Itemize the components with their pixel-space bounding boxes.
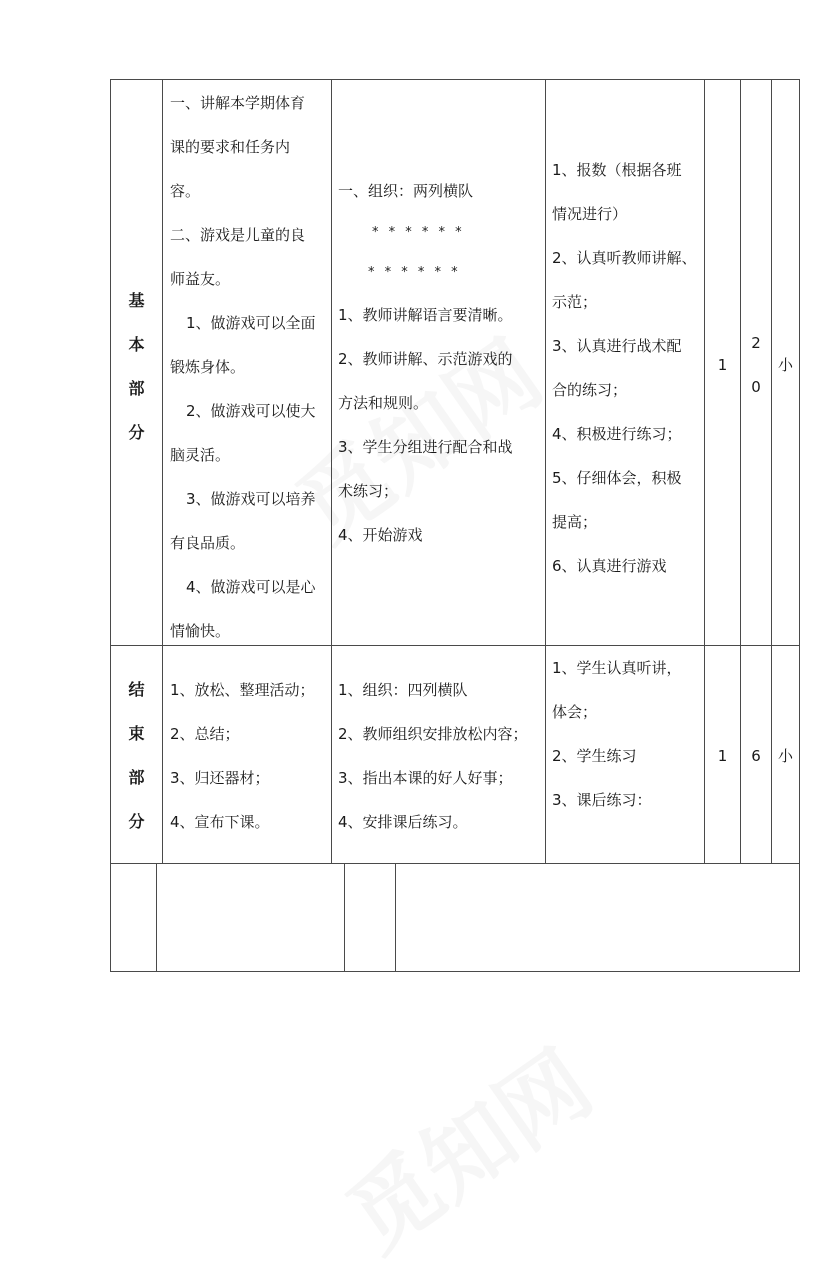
content-line: 锻炼身体。: [170, 358, 246, 376]
content-line: 情愉快。: [170, 622, 231, 640]
content-line: 3、做游戏可以培养: [186, 490, 316, 508]
basic-minutes: [741, 321, 771, 409]
basic-content: [170, 81, 328, 653]
org-line: 方法和规则。: [338, 394, 429, 412]
minutes-digit: 2: [751, 334, 761, 352]
section-char: 分: [128, 423, 145, 442]
ending-intensity: 小: [777, 747, 793, 765]
org-line: 4、开始游戏: [338, 526, 423, 544]
student-line: 1、学生认真听讲，: [552, 659, 682, 677]
ending-organization: [338, 668, 543, 844]
student-line: 示范；: [552, 293, 598, 311]
content-line: 容。: [170, 182, 201, 200]
content-line: 有良品质。: [170, 534, 246, 552]
section-char: 分: [128, 812, 145, 831]
org-line: 术练习；: [338, 482, 399, 500]
section-char: 结: [128, 680, 145, 699]
org-line: 一、组织：两列横队: [338, 182, 474, 200]
content-line: 4、宣布下课。: [170, 813, 270, 831]
content-line: 一、讲解本学期体育: [170, 94, 306, 112]
content-line: 课的要求和任务内: [170, 138, 291, 156]
org-line: 4、安排课后练习。: [338, 813, 468, 831]
content-line: 2、做游戏可以使大: [186, 402, 316, 420]
org-line: 3、指出本课的好人好事；: [338, 769, 513, 787]
content-line: 二、游戏是儿童的良: [170, 226, 306, 244]
ending-section-label: [111, 668, 162, 844]
ending-student-activity: [552, 646, 702, 822]
student-line: 4、积极进行练习；: [552, 425, 682, 443]
basic-organization: [338, 169, 543, 557]
section-char: 部: [128, 379, 145, 398]
student-line: 5、仔细体会，积极: [552, 469, 682, 487]
org-line: 2、教师讲解、示范游戏的: [338, 350, 513, 368]
student-line: 提高；: [552, 513, 598, 531]
student-line: 3、课后练习：: [552, 791, 652, 809]
basic-student-activity: [552, 148, 702, 588]
content-line: 2、总结；: [170, 725, 240, 743]
basic-intensity: 小: [777, 356, 793, 374]
student-line: 3、认真进行战术配: [552, 337, 682, 355]
minutes-digit: 0: [751, 378, 761, 396]
content-line: 1、放松、整理活动；: [170, 681, 315, 699]
student-line: 2、认真听教师讲解、: [552, 249, 697, 267]
content-line: 脑灵活。: [170, 446, 231, 464]
section-char: 本: [128, 335, 145, 354]
basic-section-label: [111, 279, 162, 455]
org-line: 2、教师组织安排放松内容；: [338, 725, 528, 743]
ending-minutes: 6: [751, 747, 761, 765]
basic-count: 1: [717, 356, 728, 374]
student-line: 体会；: [552, 703, 598, 721]
student-line: 2、学生练习: [552, 747, 637, 765]
org-line: 3、学生分组进行配合和战: [338, 438, 513, 456]
content-line: 3、归还器材；: [170, 769, 270, 787]
student-line: 1、报数（根据各班: [552, 161, 682, 179]
section-char: 部: [128, 768, 145, 787]
org-line: 1、组织：四列横队: [338, 681, 468, 699]
ending-content: [170, 668, 328, 844]
org-line: 1、教师讲解语言要清晰。: [338, 306, 513, 324]
content-line: 师益友。: [170, 270, 231, 288]
formation-stars: * * * * * *: [372, 225, 465, 240]
student-line: 合的练习；: [552, 381, 628, 399]
student-line: 情况进行）: [552, 205, 628, 223]
student-line: 6、认真进行游戏: [552, 557, 667, 575]
watermark: [317, 1014, 613, 1275]
content-line: 4、做游戏可以是心: [186, 578, 316, 596]
section-char: 束: [128, 724, 145, 743]
section-char: 基: [128, 291, 145, 310]
content-line: 1、做游戏可以全面: [186, 314, 316, 332]
formation-stars: * * * * * *: [368, 265, 461, 280]
ending-count: 1: [717, 747, 728, 765]
